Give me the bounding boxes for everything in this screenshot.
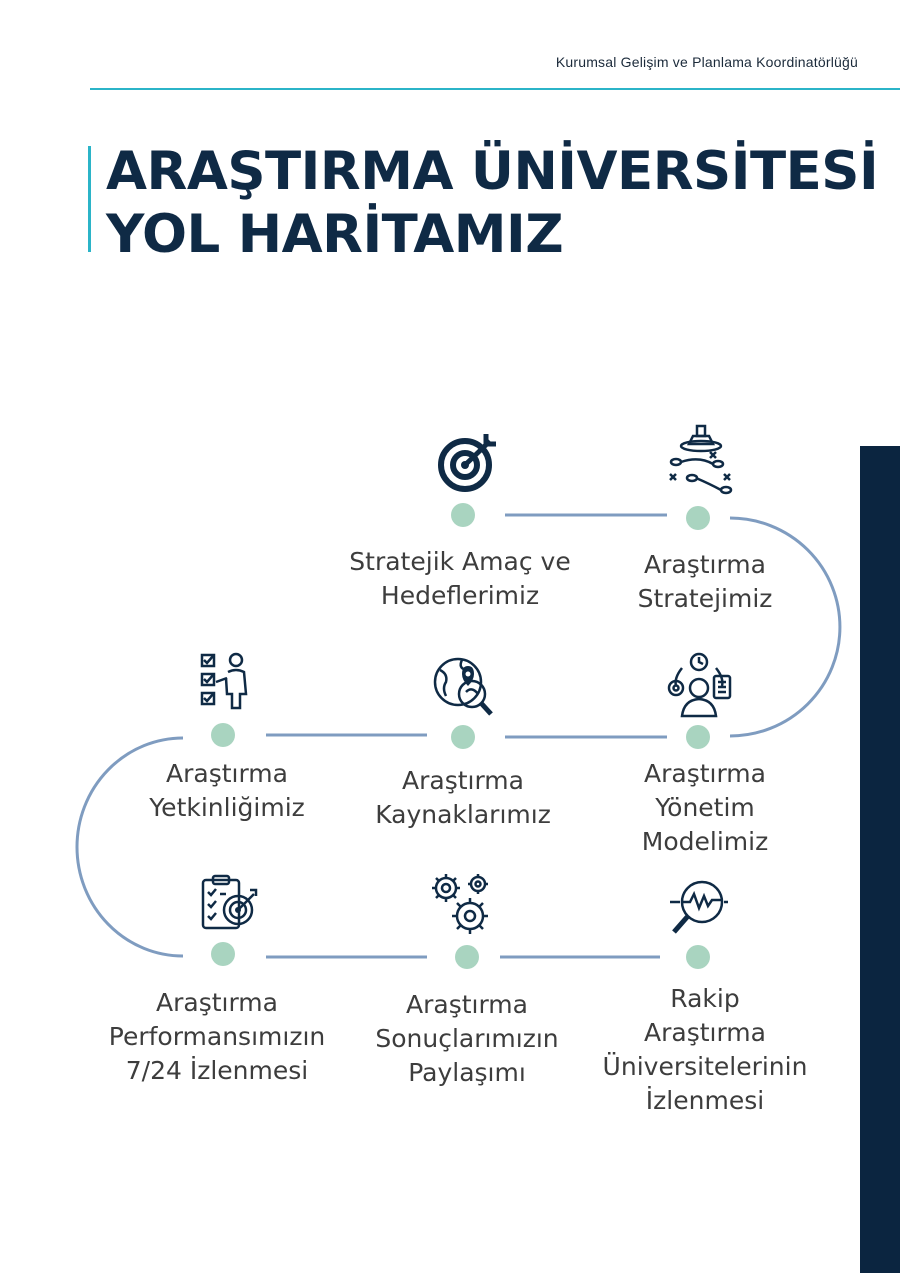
- label-line: Sonuçlarımızın: [375, 1024, 559, 1053]
- label-line: Hedeflerimiz: [380, 581, 540, 610]
- node-7: [455, 945, 479, 969]
- globe-search-icon: [432, 656, 494, 720]
- node-2: [686, 506, 710, 530]
- label-line: Araştırma: [166, 759, 288, 788]
- label-line: Kaynaklarımız: [375, 800, 551, 829]
- step-label-research-competence: [149, 757, 305, 825]
- label-line: Rakip: [670, 984, 740, 1013]
- node-5: [211, 723, 235, 747]
- label-line: Modelimiz: [641, 827, 769, 856]
- label-line: Araştırma: [644, 759, 766, 788]
- label-line: Araştırma: [155, 988, 278, 1017]
- node-4: [451, 725, 475, 749]
- label-line: Üniversitelerinin: [602, 1052, 808, 1081]
- label-line: Araştırma: [643, 550, 766, 579]
- clipboard-target-icon: [200, 874, 260, 932]
- label-line: Yönetim: [655, 793, 755, 822]
- step-label-competitor-monitoring: [603, 982, 808, 1118]
- step-label-research-strategy: [638, 548, 773, 616]
- label-line: Performansımızın: [108, 1022, 326, 1051]
- step-label-research-resources: [375, 764, 551, 832]
- label-line: Stratejimiz: [637, 584, 773, 613]
- gears-icon: [428, 870, 494, 936]
- label-line: Araştırma: [643, 1018, 766, 1047]
- label-line: İzlenmesi: [645, 1086, 765, 1115]
- step-label-performance-monitoring: [109, 986, 325, 1088]
- management-model-icon: [664, 652, 734, 718]
- magnifier-chart-icon: [666, 878, 730, 938]
- label-line: 7/24 İzlenmesi: [125, 1056, 309, 1085]
- target-icon: [436, 430, 502, 496]
- title-line-1: ARAŞTIRMA ÜNİVERSİTESİ: [106, 141, 879, 202]
- title-line-2: YOL HARİTAMIZ: [106, 204, 564, 265]
- node-8: [686, 945, 710, 969]
- label-line: Araştırma: [402, 766, 524, 795]
- label-line: Paylaşımı: [408, 1058, 526, 1087]
- label-line: Yetkinliğimiz: [149, 793, 305, 822]
- label-line: Araştırma: [406, 990, 528, 1019]
- checklist-person-icon: [200, 652, 252, 710]
- label-line: Stratejik Amaç ve: [349, 547, 571, 576]
- step-label-management-model: [642, 757, 768, 859]
- node-1: [451, 503, 475, 527]
- step-label-results-sharing: [375, 988, 558, 1090]
- node-6: [211, 942, 235, 966]
- step-label-strategic-goals: [349, 545, 570, 613]
- organization-name: Kurumsal Gelişim ve Planlama Koordinatörlüğü: [555, 54, 858, 70]
- node-3: [686, 725, 710, 749]
- chess-strategy-icon: [666, 422, 736, 498]
